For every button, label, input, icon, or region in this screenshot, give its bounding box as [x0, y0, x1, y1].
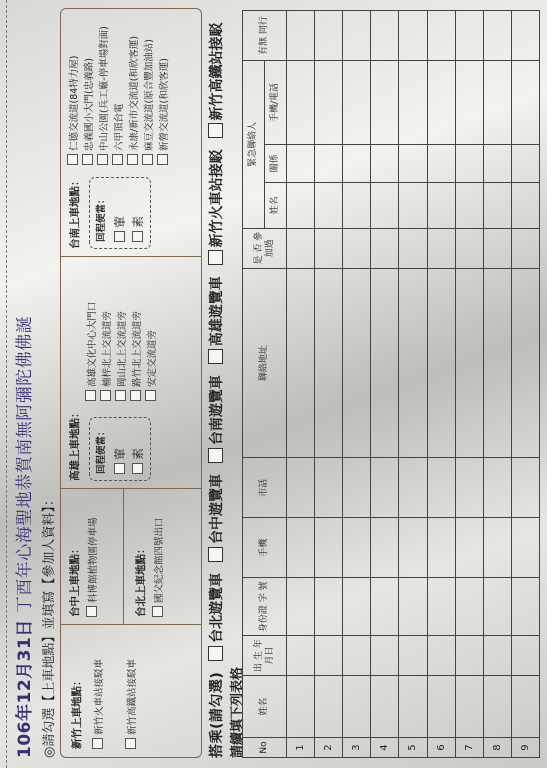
- cell[interactable]: [343, 228, 371, 268]
- pickup-option[interactable]: 忠義國小大門(忠義路): [82, 26, 97, 165]
- pickup-option[interactable]: 六甲頂台電: [112, 26, 127, 165]
- cell[interactable]: [511, 458, 539, 518]
- checkbox[interactable]: [132, 463, 143, 474]
- cell[interactable]: [483, 61, 511, 145]
- cell[interactable]: [455, 458, 483, 518]
- cell[interactable]: [483, 636, 511, 676]
- col-companion: 有無 同行: [243, 11, 287, 61]
- checkbox[interactable]: [127, 154, 138, 165]
- checkbox[interactable]: [157, 154, 168, 165]
- cell[interactable]: [287, 636, 315, 676]
- form-title: [10, 38, 35, 758]
- divider: [61, 624, 201, 625]
- col-name: 姓名: [243, 676, 287, 738]
- cell[interactable]: [483, 458, 511, 518]
- col-em-phone: 手機/電話: [265, 61, 287, 145]
- cell[interactable]: [511, 144, 539, 182]
- meal-option[interactable]: 素: [129, 424, 147, 474]
- cell[interactable]: [455, 182, 483, 228]
- tour-option[interactable]: 台北遊覽車: [209, 572, 225, 643]
- checkbox[interactable]: [208, 448, 223, 463]
- cell[interactable]: [483, 676, 511, 738]
- cell[interactable]: [371, 61, 399, 145]
- cell[interactable]: [315, 11, 343, 61]
- cell[interactable]: [371, 518, 399, 578]
- checkbox[interactable]: [208, 547, 223, 562]
- divider: [61, 488, 201, 489]
- col-emergency: 緊急聯絡人: [243, 61, 265, 229]
- cell[interactable]: [427, 518, 455, 578]
- col-em-relation: 關係: [265, 144, 287, 182]
- cell[interactable]: [511, 518, 539, 578]
- row-number: 1: [287, 738, 315, 758]
- pickup-group-kaohsiung: [67, 261, 158, 481]
- cell[interactable]: [455, 144, 483, 182]
- checkbox[interactable]: [92, 738, 103, 749]
- pickup-option[interactable]: 新竹高鐵站接駁車: [125, 631, 140, 749]
- pickup-option[interactable]: 高雄文化中心大門口: [85, 301, 100, 401]
- cell[interactable]: [371, 268, 399, 458]
- table-row: [287, 11, 315, 758]
- return-meal-kaohsiung: 回程便當： 葷 素: [89, 417, 151, 481]
- cell[interactable]: [455, 636, 483, 676]
- cell[interactable]: [371, 11, 399, 61]
- pickup-option[interactable]: 中山公園(兵工廠-停車場對面): [97, 26, 112, 165]
- table-row: [399, 11, 427, 758]
- cell[interactable]: [427, 61, 455, 145]
- cell[interactable]: [399, 11, 427, 61]
- cell[interactable]: [483, 268, 511, 458]
- cell[interactable]: [511, 11, 539, 61]
- cell[interactable]: [371, 636, 399, 676]
- checkbox[interactable]: [97, 154, 108, 165]
- return-meal-tainan: 回程便當： 葷 素: [89, 177, 151, 249]
- cell[interactable]: [483, 182, 511, 228]
- cell[interactable]: [427, 458, 455, 518]
- tour-option[interactable]: 新竹火車站接駁: [209, 149, 225, 248]
- cell[interactable]: [427, 228, 455, 268]
- cell[interactable]: [511, 182, 539, 228]
- pickup-option[interactable]: 科博館植物園停車場: [86, 497, 101, 617]
- cell[interactable]: [427, 268, 455, 458]
- checkbox[interactable]: [86, 606, 97, 617]
- cell[interactable]: [399, 144, 427, 182]
- checkbox[interactable]: [208, 123, 223, 138]
- pickup-group-tainan: [67, 13, 170, 249]
- table-row: [427, 11, 455, 758]
- checkbox[interactable]: [114, 463, 125, 474]
- table-instruction: 請續填下列表格: [230, 666, 245, 758]
- participant-table: [242, 10, 540, 758]
- cell[interactable]: [343, 11, 371, 61]
- cell[interactable]: [455, 268, 483, 458]
- cell[interactable]: [343, 578, 371, 636]
- cell[interactable]: [287, 458, 315, 518]
- cell[interactable]: [455, 518, 483, 578]
- cell[interactable]: [483, 11, 511, 61]
- group-heading: 台南上車地點：: [69, 175, 81, 249]
- cell[interactable]: [483, 228, 511, 268]
- cell[interactable]: [315, 458, 343, 518]
- pickup-panel: [60, 8, 202, 758]
- pickup-option[interactable]: 楠梓北上交流道旁: [100, 301, 115, 401]
- pickup-option[interactable]: 永康/新市交流道(和欣客運): [127, 26, 142, 165]
- row-number: 2: [315, 738, 343, 758]
- cell[interactable]: [511, 676, 539, 738]
- pickup-option[interactable]: 岡山北上交流道旁: [115, 301, 130, 401]
- checkbox[interactable]: [208, 646, 223, 661]
- cell[interactable]: [399, 61, 427, 145]
- pickup-group-hsinchu: [69, 631, 140, 749]
- group-heading: 高雄上車地點：: [69, 407, 81, 481]
- checkbox[interactable]: [115, 390, 126, 401]
- col-mobile: 手機: [243, 518, 287, 578]
- event-date: 106年12月31日: [15, 619, 35, 758]
- checkbox[interactable]: [130, 390, 141, 401]
- cell[interactable]: [399, 268, 427, 458]
- cell[interactable]: [315, 182, 343, 228]
- cell[interactable]: [427, 144, 455, 182]
- col-attended: 是 否 參加過: [243, 228, 287, 268]
- cell[interactable]: [315, 268, 343, 458]
- cell[interactable]: [427, 636, 455, 676]
- row-number: 9: [511, 738, 539, 758]
- row-number: 6: [427, 738, 455, 758]
- tour-lead: 搭乘(請勾選): [209, 671, 225, 758]
- cell[interactable]: [399, 518, 427, 578]
- cell[interactable]: [315, 144, 343, 182]
- pickup-group-taichung: [67, 497, 101, 617]
- tour-option[interactable]: 台南遊覽車: [209, 375, 225, 446]
- meal-option[interactable]: 葷: [111, 424, 129, 474]
- pickup-option[interactable]: 仁德交流道(84特力屋): [67, 26, 82, 165]
- cell[interactable]: [315, 61, 343, 145]
- cell[interactable]: [287, 144, 315, 182]
- row-number: 5: [399, 738, 427, 758]
- col-em-name: 姓名: [265, 182, 287, 228]
- cell[interactable]: [343, 144, 371, 182]
- pickup-option[interactable]: 安定交流道旁: [145, 301, 160, 401]
- pickup-option[interactable]: 麻豆交流道(原合豐加油站): [142, 26, 157, 165]
- group-heading: 台中上車地點：: [69, 543, 81, 617]
- cell[interactable]: [315, 636, 343, 676]
- checkbox[interactable]: [125, 738, 136, 749]
- row-number: 7: [455, 738, 483, 758]
- pickup-group-taipei: [133, 497, 167, 617]
- cell[interactable]: [511, 636, 539, 676]
- checkbox[interactable]: [114, 231, 125, 242]
- group-heading: 台北上車地點：: [135, 543, 147, 617]
- checkbox[interactable]: [82, 154, 93, 165]
- row-number: 4: [371, 738, 399, 758]
- checkbox[interactable]: [208, 349, 223, 364]
- cell[interactable]: [455, 578, 483, 636]
- cell[interactable]: [343, 268, 371, 458]
- pickup-option[interactable]: 新營交流道(和欣客運): [157, 26, 172, 165]
- meal-option[interactable]: 葷: [111, 184, 129, 242]
- pickup-option[interactable]: 國父紀念館四號出口: [152, 497, 167, 617]
- cell[interactable]: [287, 268, 315, 458]
- cell[interactable]: [371, 228, 399, 268]
- cell[interactable]: [287, 228, 315, 268]
- table-row: [371, 11, 399, 758]
- group-heading: 新竹上車地點：: [71, 675, 83, 749]
- cell[interactable]: [315, 578, 343, 636]
- perforation-line: [6, 0, 7, 768]
- cell[interactable]: [511, 578, 539, 636]
- cell[interactable]: [427, 182, 455, 228]
- cell[interactable]: [427, 11, 455, 61]
- checkbox[interactable]: [132, 231, 143, 242]
- col-birth: 出 生 年月日: [243, 636, 287, 676]
- meal-option[interactable]: 素: [129, 184, 147, 242]
- cell[interactable]: [371, 182, 399, 228]
- cell[interactable]: [343, 61, 371, 145]
- tour-bus-selection: [206, 22, 226, 758]
- pickup-option[interactable]: 新竹火車站接駁車: [92, 631, 107, 749]
- checkbox[interactable]: [85, 390, 96, 401]
- table-row: [483, 11, 511, 758]
- pickup-options-list: [67, 26, 172, 165]
- col-no: No: [243, 738, 287, 758]
- cell[interactable]: [343, 676, 371, 738]
- pickup-options-list: [85, 301, 160, 401]
- cell[interactable]: [343, 636, 371, 676]
- cell[interactable]: [455, 676, 483, 738]
- cell[interactable]: [483, 144, 511, 182]
- cell[interactable]: [287, 676, 315, 738]
- cell[interactable]: [287, 518, 315, 578]
- cell[interactable]: [315, 676, 343, 738]
- row-number: 8: [483, 738, 511, 758]
- cell[interactable]: [399, 578, 427, 636]
- cell[interactable]: [399, 458, 427, 518]
- checkbox[interactable]: [142, 154, 153, 165]
- cell[interactable]: [483, 518, 511, 578]
- cell[interactable]: [371, 578, 399, 636]
- cell[interactable]: [315, 228, 343, 268]
- checkbox[interactable]: [145, 390, 156, 401]
- checkbox[interactable]: [100, 390, 111, 401]
- col-id: 身份證 字 號: [243, 578, 287, 636]
- divider: [123, 489, 124, 625]
- cell[interactable]: [371, 144, 399, 182]
- checkbox[interactable]: [152, 606, 163, 617]
- cell[interactable]: [399, 636, 427, 676]
- divider: [61, 256, 201, 257]
- tour-option[interactable]: 高雄遊覽車: [209, 276, 225, 347]
- cell[interactable]: [287, 61, 315, 145]
- col-address: 聯絡地址: [243, 268, 287, 458]
- table-row: [315, 11, 343, 758]
- row-number: 3: [343, 738, 371, 758]
- cell[interactable]: [511, 61, 539, 145]
- cell[interactable]: [287, 11, 315, 61]
- cell[interactable]: [343, 458, 371, 518]
- tour-option[interactable]: 新竹高鐵站接駁: [209, 22, 225, 121]
- form-instruction: ◎請勾選【上車地點】並填寫【參加人資料】：: [42, 493, 57, 758]
- col-phone: 市話: [243, 458, 287, 518]
- cell[interactable]: [427, 676, 455, 738]
- table-row: [511, 11, 539, 758]
- cell[interactable]: [511, 228, 539, 268]
- cell[interactable]: [399, 676, 427, 738]
- cell[interactable]: [427, 578, 455, 636]
- cell[interactable]: [399, 228, 427, 268]
- event-title: 丁酉年心海聖地恭賀南無阿彌陀佛佛誕: [15, 315, 35, 614]
- cell[interactable]: [371, 458, 399, 518]
- cell[interactable]: [287, 182, 315, 228]
- table-row: [343, 11, 371, 758]
- cell[interactable]: [511, 268, 539, 458]
- cell[interactable]: [455, 228, 483, 268]
- cell[interactable]: [343, 182, 371, 228]
- cell[interactable]: [455, 61, 483, 145]
- pickup-option[interactable]: 路竹北上交流道旁: [130, 301, 145, 401]
- cell[interactable]: [343, 518, 371, 578]
- checkbox[interactable]: [67, 154, 78, 165]
- checkbox[interactable]: [112, 154, 123, 165]
- table-row: [455, 11, 483, 758]
- cell[interactable]: [287, 578, 315, 636]
- tour-option[interactable]: 台中遊覽車: [209, 473, 225, 544]
- checkbox[interactable]: [208, 250, 223, 265]
- cell[interactable]: [371, 676, 399, 738]
- cell[interactable]: [399, 182, 427, 228]
- cell[interactable]: [315, 518, 343, 578]
- cell[interactable]: [483, 578, 511, 636]
- cell[interactable]: [455, 11, 483, 61]
